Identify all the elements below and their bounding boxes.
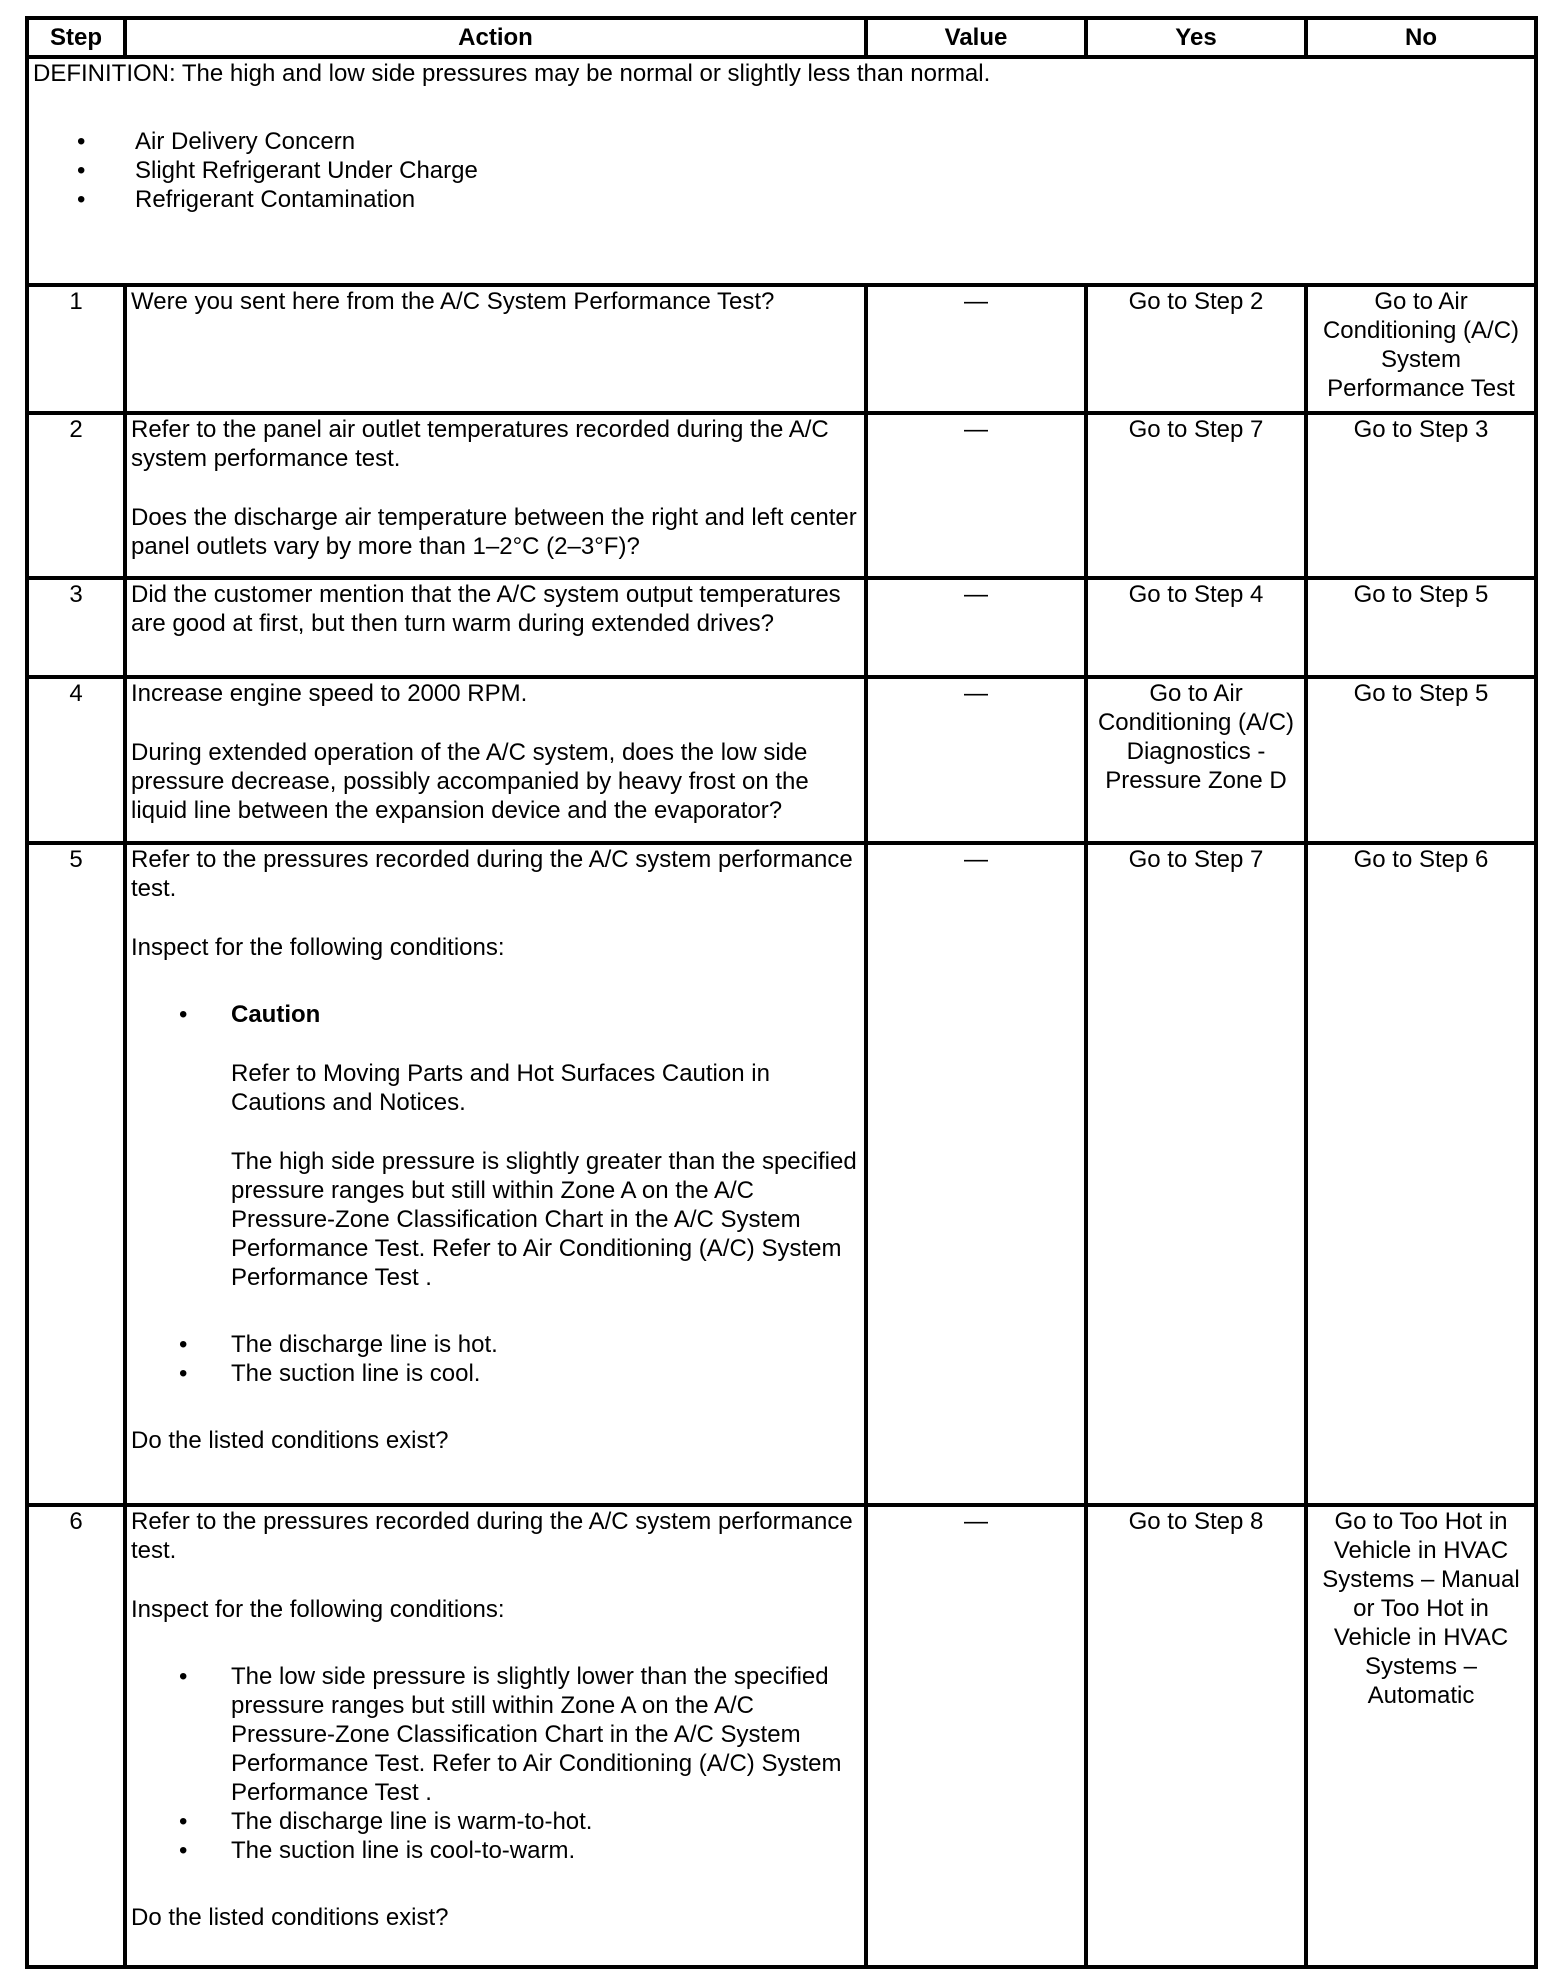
- list-item: [231, 1000, 860, 1330]
- yes-cell: Go to Step 4: [1086, 578, 1306, 677]
- yes-cell: Go to Air Conditioning (A/C) Diagnostics - Pressure Zone D: [1086, 677, 1306, 843]
- table-row: [27, 285, 1536, 413]
- definition-cell: [27, 57, 1536, 285]
- definition-item: • Slight Refrigerant Under Charge: [135, 156, 1530, 185]
- yes-cell: Go to Step 7: [1086, 413, 1306, 578]
- header-yes: Yes: [1086, 18, 1306, 57]
- no-cell: Go to Step 6: [1306, 843, 1536, 1505]
- header-step: Step: [27, 18, 125, 57]
- action-cell: [125, 285, 866, 413]
- action-cell: [125, 413, 866, 578]
- header-row: [27, 18, 1536, 57]
- table-row: [27, 677, 1536, 843]
- step-number: 2: [27, 413, 125, 578]
- value-cell: —: [866, 843, 1086, 1505]
- list-item: • The suction line is cool-to-warm.: [231, 1836, 860, 1865]
- yes-cell: Go to Step 8: [1086, 1505, 1306, 1967]
- no-cell: Go to Too Hot in Vehicle in HVAC Systems – Manual or Too Hot in Vehicle in HVAC Systems – Automatic: [1306, 1505, 1536, 1967]
- no-cell: Go to Step 3: [1306, 413, 1536, 578]
- list-item: • The low side pressure is slightly lower than the specified pressure ranges but still within Zone A on the A/C Pressure-Zone Classification Chart in the A/C System Performance Test. Refer to Air Conditioning (A/C) System Performance Test .: [231, 1662, 860, 1807]
- action-text: Did the customer mention that the A/C system output temperatures are good at first, but then turn warm during extended drives?: [131, 581, 841, 637]
- step-number: 5: [27, 843, 125, 1505]
- yes-cell: Go to Step 7: [1086, 843, 1306, 1505]
- action-question: Do the listed conditions exist?: [131, 1904, 449, 1931]
- value-cell: —: [866, 1505, 1086, 1967]
- action-text: Refer to the pressures recorded during the A/C system performance test.: [131, 846, 853, 902]
- action-instruction: Inspect for the following conditions:: [131, 934, 505, 961]
- step-number: 6: [27, 1505, 125, 1967]
- header-action: Action: [125, 18, 866, 57]
- condition-list: [131, 1662, 860, 1865]
- table-row: [27, 843, 1536, 1505]
- action-question: Does the discharge air temperature between the right and left center panel outlets vary by more than 1–2°C (2–3°F)?: [131, 504, 857, 560]
- value-cell: —: [866, 677, 1086, 843]
- definition-text: DEFINITION: The high and low side pressures may be normal or slightly less than normal.: [33, 60, 991, 87]
- value-cell: —: [866, 578, 1086, 677]
- action-text: Were you sent here from the A/C System Performance Test?: [131, 288, 775, 315]
- list-item: • The suction line is cool.: [231, 1359, 860, 1388]
- condition-list: [131, 1000, 860, 1388]
- definition-list: [33, 127, 1530, 214]
- action-text: Refer to the pressures recorded during the A/C system performance test.: [131, 1508, 853, 1564]
- table-row: [27, 578, 1536, 677]
- action-cell: [125, 1505, 866, 1967]
- action-question: Do the listed conditions exist?: [131, 1427, 449, 1454]
- caution-detail: The high side pressure is slightly greater than the specified pressure ranges but still within Zone A on the A/C Pressure-Zone Classification Chart in the A/C System Performance Test. Refer to Air Conditioning (A/C) System Performance Test .: [231, 1148, 857, 1291]
- table-row: [27, 1505, 1536, 1967]
- no-cell: Go to Step 5: [1306, 578, 1536, 677]
- definition-item: • Air Delivery Concern: [135, 127, 1530, 156]
- step-number: 3: [27, 578, 125, 677]
- step-number: 4: [27, 677, 125, 843]
- no-cell: Go to Step 5: [1306, 677, 1536, 843]
- action-text: Refer to the panel air outlet temperatures recorded during the A/C system performance test.: [131, 416, 829, 472]
- definition-item: • Refrigerant Contamination: [135, 185, 1530, 214]
- table-row: [27, 413, 1536, 578]
- action-cell: [125, 677, 866, 843]
- action-instruction: Inspect for the following conditions:: [131, 1596, 505, 1623]
- list-item: • The discharge line is hot.: [231, 1330, 860, 1359]
- definition-row: [27, 57, 1536, 285]
- no-cell: Go to Air Conditioning (A/C) System Performance Test: [1306, 285, 1536, 413]
- value-cell: —: [866, 413, 1086, 578]
- caution-title: • Caution: [231, 1001, 321, 1028]
- header-no: No: [1306, 18, 1536, 57]
- diagnostic-table: [25, 16, 1538, 1969]
- caution-text: Refer to Moving Parts and Hot Surfaces Caution in Cautions and Notices.: [231, 1060, 770, 1116]
- step-number: 1: [27, 285, 125, 413]
- yes-cell: Go to Step 2: [1086, 285, 1306, 413]
- action-cell: [125, 578, 866, 677]
- list-item: • The discharge line is warm-to-hot.: [231, 1807, 860, 1836]
- value-cell: —: [866, 285, 1086, 413]
- action-question: During extended operation of the A/C system, does the low side pressure decrease, possibly accompanied by heavy frost on the liquid line between the expansion device and the evaporator?: [131, 739, 809, 824]
- header-value: Value: [866, 18, 1086, 57]
- action-cell: [125, 843, 866, 1505]
- action-text: Increase engine speed to 2000 RPM.: [131, 680, 528, 707]
